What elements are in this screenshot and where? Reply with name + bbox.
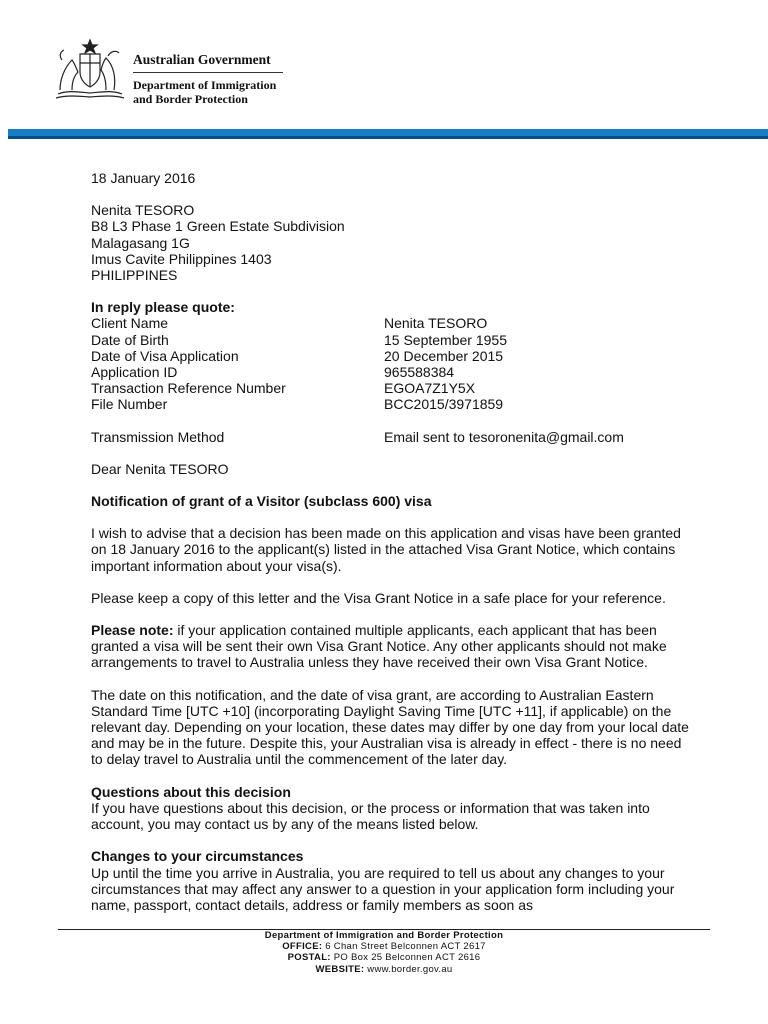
- header-band-shadow: [8, 136, 768, 139]
- address-country: PHILIPPINES: [91, 267, 178, 284]
- letter-subject: Notification of grant of a Visitor (subclass 600) visa: [91, 493, 432, 510]
- letter-body: [91, 170, 691, 913]
- recipient-address: [91, 202, 691, 283]
- questions-body: If you have questions about this decision, or the process or information that was taken into account, you may contact us by any of the means listed below.: [91, 799, 650, 833]
- quote-value: 965588384: [384, 364, 455, 381]
- paragraph-please-note: [91, 622, 691, 671]
- quote-label: Date of Birth: [91, 331, 169, 348]
- quote-row: [91, 396, 691, 412]
- quote-row: [91, 380, 691, 396]
- quote-row: [91, 315, 691, 331]
- letterhead-divider: [133, 72, 283, 73]
- quote-label: Client Name: [91, 315, 169, 332]
- footer-office-value: 6 Chan Street Belconnen ACT 2617: [325, 941, 486, 953]
- quote-value: BCC2015/3971859: [384, 396, 504, 413]
- quote-table: [91, 315, 691, 412]
- quote-value: EGOA7Z1Y5X: [384, 380, 476, 397]
- footer-postal-label: POSTAL:: [287, 952, 331, 964]
- recipient-name: Nenita TESORO: [91, 202, 195, 219]
- transmission-value: Email sent to tesoronenita@gmail.com: [384, 428, 624, 445]
- footer-postal: [58, 952, 710, 963]
- quote-row: [91, 364, 691, 380]
- footer-office-label: OFFICE:: [282, 941, 323, 953]
- quote-row: [91, 348, 691, 364]
- address-line: B8 L3 Phase 1 Green Estate Subdivision: [91, 218, 345, 235]
- quote-label: File Number: [91, 396, 168, 413]
- footer-website: [58, 964, 710, 975]
- transmission-label: Transmission Method: [91, 428, 225, 445]
- changes-body: Up until the time you arrive in Australia, you are required to tell us about any changes to your circumstances that may affect any answer to a question in your application form including your name, passport, contact details, address or family members as soon as: [91, 864, 675, 913]
- quote-value: Nenita TESORO: [384, 315, 488, 332]
- paragraph-dates: The date on this notification, and the date of visa grant, are according to Australian Eastern Standard Time [UTC +10] (incorporating Daylight Saving Time [UTC +11], if applicable) on the relevant day. Depending on your location, these dates may differ by one day from your local date and may be in the future. Despite this, your Australian visa is already in effect - there is no need to delay travel to Australia until the commencement of the later day.: [91, 686, 689, 768]
- department-name-line1: Department of Immigration: [133, 78, 277, 92]
- footer-website-link[interactable]: www.border.gov.au: [367, 963, 453, 975]
- salutation: Dear Nenita TESORO: [91, 460, 229, 477]
- government-name: Australian Government: [133, 52, 271, 67]
- letterhead: [0, 0, 768, 140]
- changes-heading: Changes to your circumstances: [91, 848, 304, 865]
- please-note-body: if your application contained multiple applicants, each applicant that has been granted a visa will be sent their own Visa Grant Notice. Any other applicants should not make arrangements to travel to Australia unless they have received their own Visa Grant Notice.: [91, 622, 667, 671]
- quote-value: 20 December 2015: [384, 347, 504, 364]
- quote-row: [91, 332, 691, 348]
- quote-label: Date of Visa Application: [91, 347, 239, 364]
- footer-postal-value: PO Box 25 Belconnen ACT 2616: [333, 952, 481, 964]
- paragraph-decision: I wish to advise that a decision has been made on this application and visas have been granted on 18 January 2016 to the applicant(s) listed in the attached Visa Grant Notice, which contains important information about your visa(s).: [91, 525, 681, 574]
- please-note-lead: Please note:: [91, 622, 174, 639]
- questions-heading: Questions about this decision: [91, 783, 291, 800]
- department-name-line2: and Border Protection: [133, 92, 248, 106]
- transmission-row: [91, 429, 691, 445]
- paragraph-keep-copy: Please keep a copy of this letter and the Visa Grant Notice in a safe place for your reference.: [91, 589, 666, 606]
- address-line: Imus Cavite Philippines 1403: [91, 250, 272, 267]
- address-line: Malagasang 1G: [91, 234, 190, 251]
- quote-label: Transaction Reference Number: [91, 380, 286, 397]
- footer-website-label: WEBSITE:: [315, 963, 365, 975]
- footer-office: [58, 941, 710, 952]
- quote-value: 15 September 1955: [384, 331, 507, 348]
- footer-department: Department of Immigration and Border Protection: [264, 930, 504, 941]
- government-identifier: [133, 51, 283, 106]
- letter-date: 18 January 2016: [91, 170, 196, 186]
- quote-heading: In reply please quote:: [91, 299, 235, 316]
- footer: [58, 930, 710, 975]
- coat-of-arms-icon: [52, 38, 128, 102]
- quote-label: Application ID: [91, 364, 178, 381]
